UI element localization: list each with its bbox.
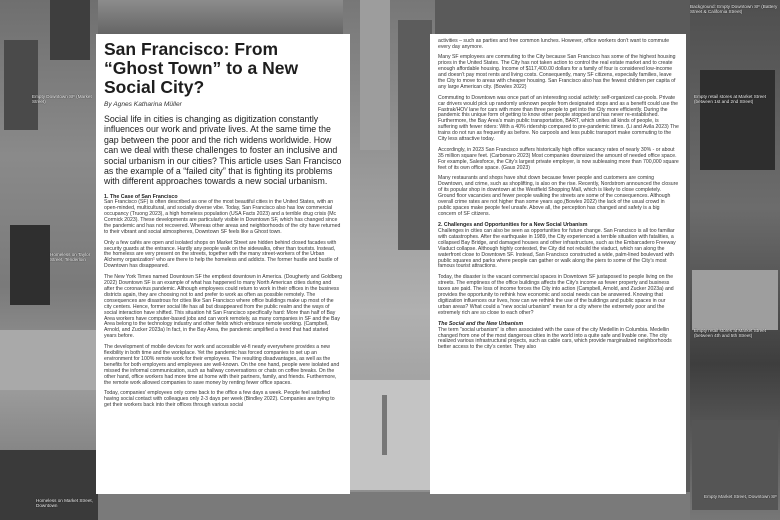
article-author: By Agnes Katharina Müller xyxy=(104,101,182,108)
street-photo xyxy=(0,330,98,390)
doorway-shape xyxy=(10,225,50,305)
caption-right-middle: Empty retail stores at Market Street (between 4th and 5th Street) xyxy=(694,328,766,339)
caption-right-upper: Empty retail stores at Market Street (between 1st and 2nd Street) xyxy=(694,94,766,105)
caption-left-bottom: Homeless on Market Street, Downtown xyxy=(36,498,93,509)
tower-shape xyxy=(360,0,390,150)
building-shape xyxy=(50,0,90,60)
paragraph: The New York Times named Downtown SF the emptiest downtown in America. (Dougherty and Goldberg 2022) Downtown SF is an example of what has happened to many North American cities during and after the coronavirus pandemic. Although employees could return to work in their offices in the business districts again, they are choosing not to and prefer to work as often as possible remotely. The consequences are disastrous for cities like San Francisco where office buildings make up most of the city centers. Hence, former social life has all but disappeared from the public realm and the ways of social interaction have shifted. This situation hit San Francisco specifically hard: More than half of Bay Area workers have computer-based jobs and can work remotely, as many companies in SF and the Bay Area belong to the technology industry and other fields which embrace remote working. (Campbell, Arnold, and Zucker 2023a) In fact, in the Bay Area, the pandemic amplified a trend that had started years before. xyxy=(104,273,343,340)
building-shape xyxy=(398,20,432,250)
storefront-shape xyxy=(700,70,775,170)
building-shape xyxy=(4,40,38,130)
section-heading-2: 2. Challenges and Opportunities for a New Social Urbanism xyxy=(438,222,588,229)
bollard-shape xyxy=(382,395,387,455)
paragraph: Only a few cafés are open and isolated shops on Market Street are hidden behind closed facades with security guards at the entrance. Hardly any people walk on the sidewalks, other than tourists. Instead, the homeless are very present on the streets, together with the many street-workers of the Urban Alchemy organization¹ who are there to help the homeless and addicts. The former hustle and bustle of Downtown has disappeared. xyxy=(104,239,339,270)
caption-top-right: Background: Empty Downtown SF (Battery Street & California Street) xyxy=(690,4,778,15)
article-title: San Francisco: From “Ghost Town” to a New Social City? xyxy=(104,39,299,97)
paragraph: Accordingly, in 2023 San Francisco suffers historically high office vacancy rates of nearly 30% - or about 35 million square feet. (Carbonaro 2023) Most companies downsized the amount of needed office space. For example, Salesforce, the City’s largest private employer, is now subleasing more than 700,000 square feet of its own office space. (Gaus 2023) xyxy=(438,146,679,171)
article-panel-left xyxy=(96,34,350,494)
paragraph: San Francisco (SF) is often described as one of the most beautiful cities in the United States, with an open-minded, multicultural, and socially diverse vibe. Today, San Francisco also has low commercial occupancy (Truong 2023), a high homeless population (USA Facts 2023) and a terrible drug crisis (Mc Cormick 2023). These developments are particularly visible in Downtown SF, which has changed since the pandemic and has not recovered. Whereas other areas and neighborhoods of the city have returned to their vibrant and social atmospheres, Downtown SF feels like a Ghost town. xyxy=(104,199,341,236)
storefront-photo xyxy=(692,270,778,330)
paragraph: The term “social urbanism” is often associated with the case of the city Medellin in Columbia. Medellin changed from one of the most dangerous cities in the world into a quite safe and livable one. The city realized various infrastructural projects, such as cable cars, which provide marginalized neighborhoods better access to the city’s center. They also xyxy=(438,326,672,351)
article-lead: Social life in cities is changing as digitization constantly influences our work and private lives. At the same time the gap between the poor and the rich widens worldwide. How can we deal with these challenges to foster an inclusive and social urbanism in our cities? This article uses San Francisco as the example of a “failed city” that is fighting its problems with different approaches towards a new social urbanism. xyxy=(104,114,342,187)
caption-left-middle: Homeless on Taylor Street, Tenderloin xyxy=(50,252,91,263)
caption-left-upper: Empty Downtown SF (Market Street) xyxy=(32,94,92,105)
paragraph: Many restaurants and shops have shut down because fewer people and customers are coming Downtown, and crime, such as shoplifting, is also on the rise. Recently, Nordstrom announced the closure of its popular shop in downtown at the Westfield Shopping Mall, which is likely to close completely. Ground floor vacancies and fewer people walking the streets are some of the consequences. Although overall crime rates are not higher than some years ago,(Bowles 2022) the lack of the usual crowd in public spaces make people feel unsafe. Above all, the perception has changed and safety is a big concern of SF citizens. xyxy=(438,175,679,217)
paragraph: The development of mobile devices for work and accessible wi-fi nearly everywhere provides a new flexibility in both time and the workplace. Yet the pandemic has forced companies to set up an environment for 100% remote work for their employees. The resulting disadvantages, as well as the benefits for both employers and employees are well-known. On the one hand, people were isolated and missed the informal communication, such as hallway conversations or chats on coffee breaks. On the other hand, office workers had more time at home with their partners, family, and friends. Furthermore, the remote work allowed companies to save money by renting fewer office spaces. xyxy=(104,343,340,386)
paragraph: Many SF employees are commuting to the City because San Francisco has some of the highest housing prices in the United States. The City has not taken action to control the real estate market and to create enough affordable housing. Income of $117,400.00 dollars for a family of four is considered low-income and doesn’t pay most rents and living costs. Consequently, many SF citizens, especially families, leave the City to move to areas with cheaper housing. San Francisco also has the fewest children per capita of any large American city. (Bowles 2022) xyxy=(438,54,676,91)
storefront-shape xyxy=(0,450,98,520)
article-panel-right xyxy=(430,34,686,494)
paragraph: Commuting to Downtown was once part of an interesting social activity: self-organized car-pools. Private car drivers would pick up randomly unknown people from designated stops and as a benefit could use the Fastrak/HOV lane for cars with more than three people to get into the City more efficiently. During the pandemic this unique form of getting to know other people stopped and has never re-established. Furthermore, the Bay Area’s main public transportation, BART, which unites all kinds of people, is suffering with fewer riders: With a 40% ridership compared to pre-pandemic times. (Li and Avila 2023) The trains do not run as frequently as before. No carpools and less public transport make commuting to the City less attractive today. xyxy=(438,94,679,143)
paragraph: Challenges in cities can also be seen as opportunities for future change. San Francisco is all too familiar with catastrophes. After the earthquake in 1989, the City experienced a terrible situation with fatalities, a collapsed Bay Bridge, and damaged houses and other infrastructure, such as the Embarcadero Freeway Viaduct collapse. Although highly contested, the City did not rebuild the viaduct, which ran along the waterfront close to Downtown SF. Instead, San Francisco constructed a wide, palm-lined boulevard with public squares and parks where people can gather or walk along the piers to some of the City’s most famous tourist attractions. xyxy=(438,227,676,270)
street-shape xyxy=(345,380,433,490)
paragraph: activities – such as parties and free common lunches. However, office workers don’t want to commute every day anymore. xyxy=(438,38,670,50)
paragraph: Today, companies’ employees only come back to the office a few days a week. People feel satisfied having social contact with colleagues only 2-3 days per week (Bindley 2022). Companies are trying to get their workers back into their offices through various social xyxy=(104,389,335,408)
subheading: The Social and the New Urbanism xyxy=(438,321,524,328)
paragraph: Today, the disaster is the vacant commercial spaces in Downtown SF juxtaposed to people living on the streets. The emptiness of the office buildings affects the City’s income as fewer property and business taxes are paid. The loss of income forces the City into action (Campbell, Arnold, and Zucker 2023a) and provides the opportunity to rethink how economic and social needs can be answered. Knowing that digitization influences our lives, how can we rethink the use of the buildings and public spaces in our urban areas? What could a “new social urbanism” mean for a city where the extremely poor and the extremely rich are so close to each other? xyxy=(438,273,674,316)
caption-right-bottom: Empty Market Street, Downtown SF xyxy=(704,494,778,499)
section-heading-1: 1. The Case of San Francisco xyxy=(104,193,178,200)
background-photo-bottom xyxy=(98,492,690,520)
